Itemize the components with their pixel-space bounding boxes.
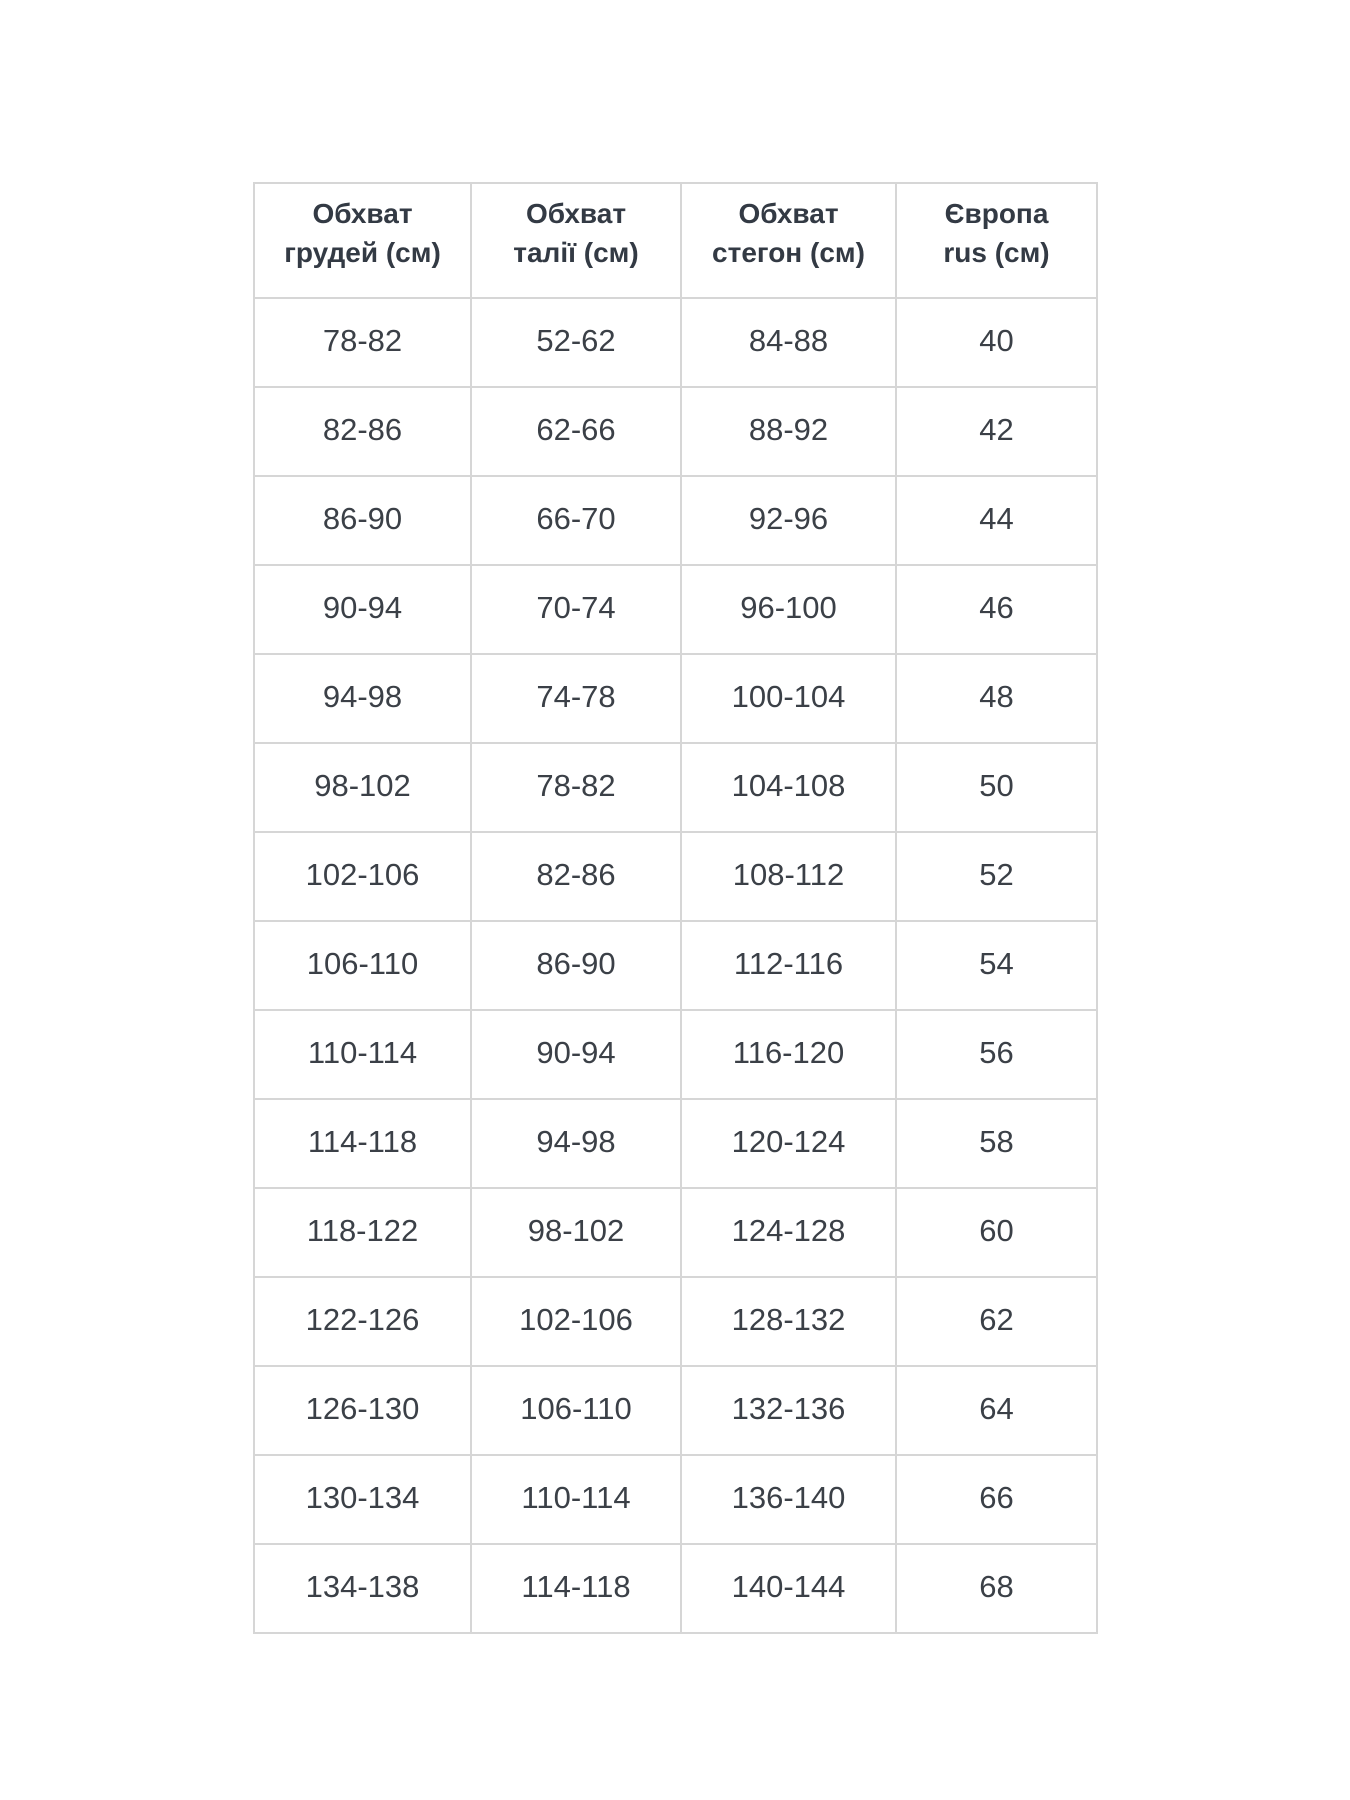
- cell-chest: 106-110: [254, 921, 471, 1010]
- cell-size: 54: [896, 921, 1097, 1010]
- cell-waist: 106-110: [471, 1366, 681, 1455]
- cell-waist: 78-82: [471, 743, 681, 832]
- cell-hips: 104-108: [681, 743, 896, 832]
- header-waist-line2: талії (см): [513, 236, 639, 268]
- header-waist: [471, 183, 681, 298]
- cell-hips: 112-116: [681, 921, 896, 1010]
- cell-size: 48: [896, 654, 1097, 743]
- cell-chest: 82-86: [254, 387, 471, 476]
- cell-size: 46: [896, 565, 1097, 654]
- cell-size: 68: [896, 1544, 1097, 1633]
- cell-chest: 118-122: [254, 1188, 471, 1277]
- cell-hips: 140-144: [681, 1544, 896, 1633]
- cell-waist: 82-86: [471, 832, 681, 921]
- header-size-europe-line1: Європа: [944, 197, 1049, 229]
- cell-waist: 98-102: [471, 1188, 681, 1277]
- size-table: [253, 182, 1098, 1634]
- cell-chest: 134-138: [254, 1544, 471, 1633]
- cell-hips: 116-120: [681, 1010, 896, 1099]
- table-row: [254, 1188, 1097, 1277]
- cell-waist: 114-118: [471, 1544, 681, 1633]
- cell-hips: 128-132: [681, 1277, 896, 1366]
- cell-hips: 88-92: [681, 387, 896, 476]
- cell-waist: 70-74: [471, 565, 681, 654]
- table-row: [254, 1010, 1097, 1099]
- cell-hips: 136-140: [681, 1455, 896, 1544]
- cell-waist: 66-70: [471, 476, 681, 565]
- table-row: [254, 565, 1097, 654]
- table-row: [254, 654, 1097, 743]
- table-row: [254, 1366, 1097, 1455]
- cell-size: 50: [896, 743, 1097, 832]
- cell-size: 44: [896, 476, 1097, 565]
- table-row: [254, 1455, 1097, 1544]
- table-row: [254, 921, 1097, 1010]
- table-row: [254, 298, 1097, 387]
- cell-waist: 62-66: [471, 387, 681, 476]
- table-row: [254, 387, 1097, 476]
- cell-hips: 96-100: [681, 565, 896, 654]
- cell-hips: 100-104: [681, 654, 896, 743]
- table-row: [254, 1277, 1097, 1366]
- cell-waist: 110-114: [471, 1455, 681, 1544]
- cell-chest: 130-134: [254, 1455, 471, 1544]
- table-row: [254, 1099, 1097, 1188]
- header-chest: [254, 183, 471, 298]
- cell-chest: 98-102: [254, 743, 471, 832]
- cell-chest: 102-106: [254, 832, 471, 921]
- cell-hips: 132-136: [681, 1366, 896, 1455]
- header-row: [254, 183, 1097, 298]
- cell-size: 52: [896, 832, 1097, 921]
- table-row: [254, 1544, 1097, 1633]
- cell-waist: 52-62: [471, 298, 681, 387]
- cell-chest: 110-114: [254, 1010, 471, 1099]
- header-waist-line1: Обхват: [525, 197, 627, 229]
- header-size-europe: [896, 183, 1097, 298]
- cell-waist: 74-78: [471, 654, 681, 743]
- cell-chest: 114-118: [254, 1099, 471, 1188]
- table-row: [254, 476, 1097, 565]
- cell-chest: 122-126: [254, 1277, 471, 1366]
- header-hips-line1: Обхват: [738, 197, 839, 229]
- cell-hips: 120-124: [681, 1099, 896, 1188]
- header-hips: [681, 183, 896, 298]
- cell-size: 40: [896, 298, 1097, 387]
- cell-hips: 124-128: [681, 1188, 896, 1277]
- cell-size: 66: [896, 1455, 1097, 1544]
- cell-chest: 78-82: [254, 298, 471, 387]
- header-chest-line2: грудей (см): [284, 236, 441, 268]
- table-row: [254, 832, 1097, 921]
- size-table-container: [253, 182, 1098, 1634]
- table-row: [254, 743, 1097, 832]
- cell-waist: 86-90: [471, 921, 681, 1010]
- cell-size: 64: [896, 1366, 1097, 1455]
- cell-size: 42: [896, 387, 1097, 476]
- cell-size: 58: [896, 1099, 1097, 1188]
- cell-chest: 86-90: [254, 476, 471, 565]
- header-size-europe-line2: rus (см): [943, 236, 1050, 268]
- cell-size: 56: [896, 1010, 1097, 1099]
- cell-waist: 90-94: [471, 1010, 681, 1099]
- cell-hips: 108-112: [681, 832, 896, 921]
- cell-size: 60: [896, 1188, 1097, 1277]
- cell-waist: 94-98: [471, 1099, 681, 1188]
- cell-size: 62: [896, 1277, 1097, 1366]
- header-hips-line2: стегон (см): [712, 236, 865, 268]
- cell-waist: 102-106: [471, 1277, 681, 1366]
- cell-hips: 92-96: [681, 476, 896, 565]
- cell-hips: 84-88: [681, 298, 896, 387]
- cell-chest: 90-94: [254, 565, 471, 654]
- cell-chest: 126-130: [254, 1366, 471, 1455]
- cell-chest: 94-98: [254, 654, 471, 743]
- header-chest-line1: Обхват: [312, 197, 413, 229]
